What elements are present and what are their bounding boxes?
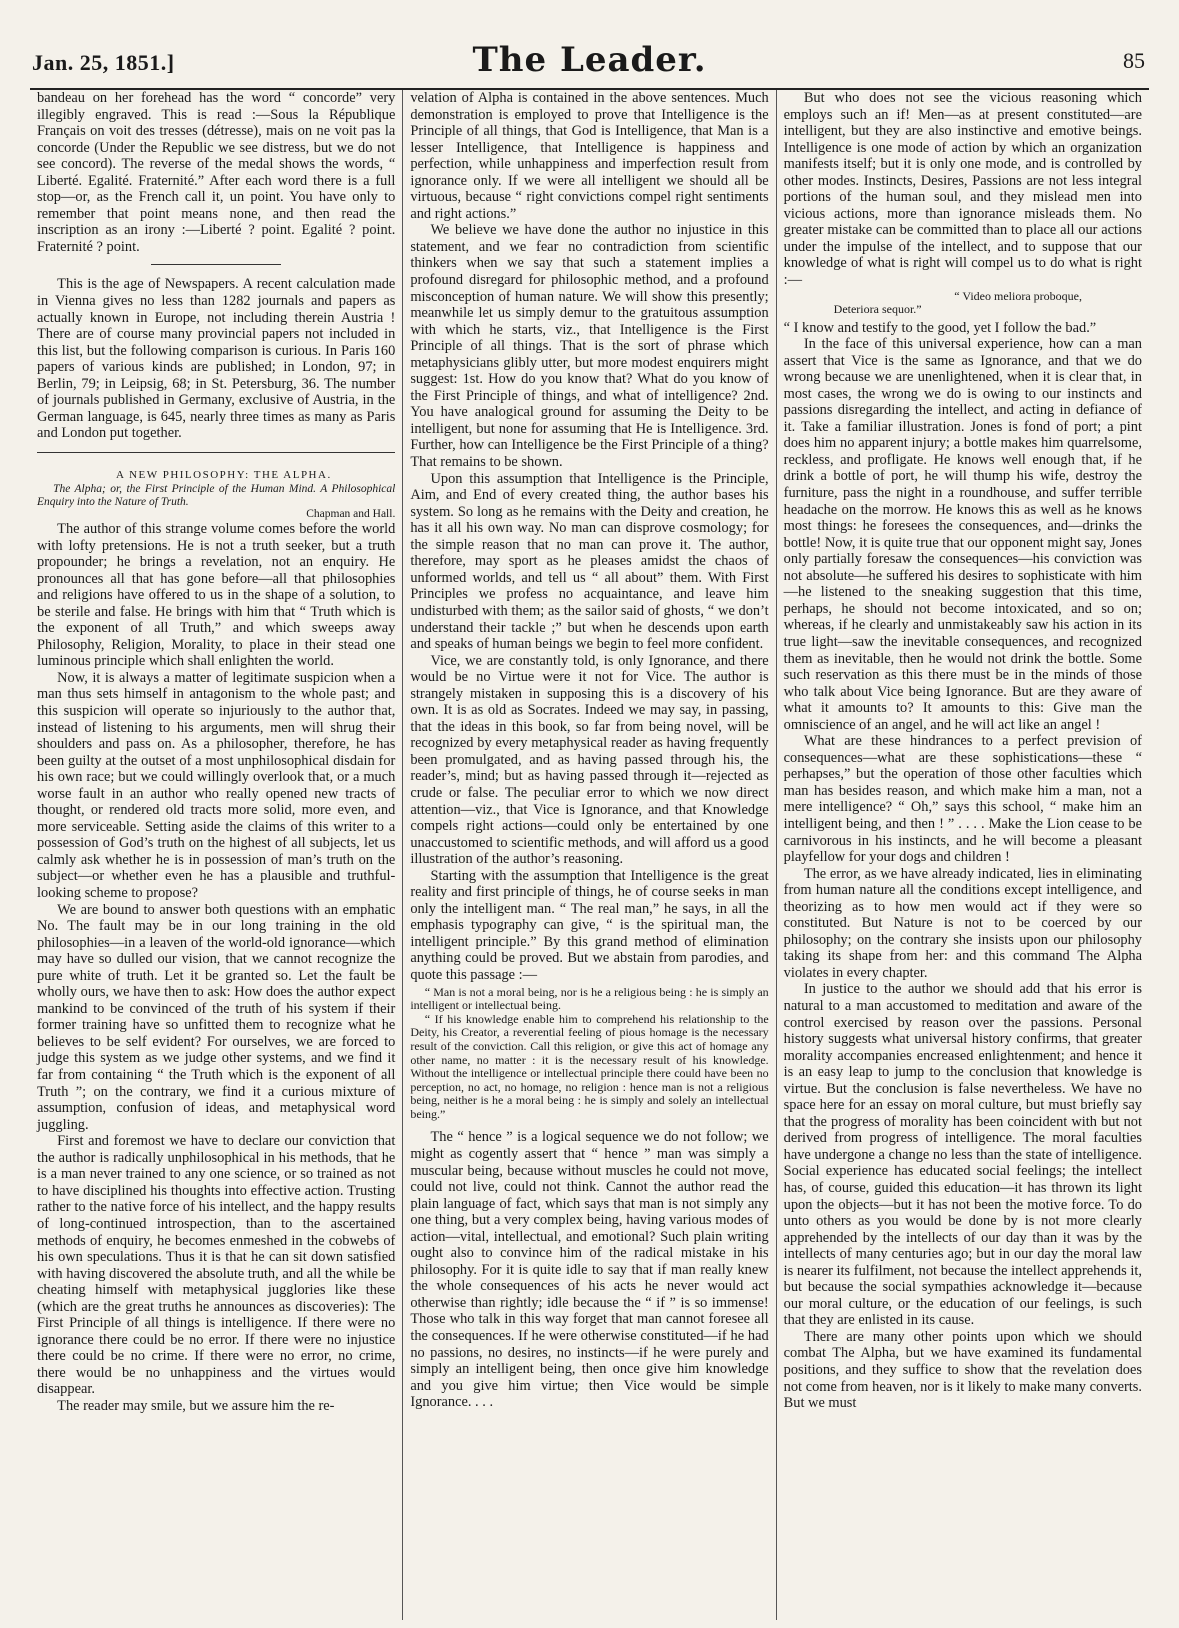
column-1 (30, 90, 402, 1620)
section-heading: A NEW PHILOSOPHY: THE ALPHA. (116, 468, 332, 481)
verse-line: “ Video meliora proboque, (954, 288, 1082, 303)
paragraph: In the face of this universal experience, how can a man assert that Vice is the same as Ignorance, and that we do wrong because we are unenlightened, when it is clear that, in most cases, the wrong we do is owing to our instincts and passions disregarding the intellect, and acting in defiance of it. Take a familiar illustration. Jones is fond of port; a pint does him no apparent injury; a bottle makes him quarrelsome, reckless, and profligate. He knows well enough that, if he drink a bottle of port, he will thump his wife, destroy the furniture, pass the night in a roundhouse, and suffer terrible headache on the morrow. He knows this as well as he knows most things: he foresees the consequences, and—drinks the bottle! Now, it is quite true that our opponent might say, Jones only partially foresaw the consequences—his conviction was not absolute—he suffered his desires to sophisticate with him—he listened to the sneaking suggestion that this time, perhaps, he should not become intoxicated, and so on; whereas, if he clearly and unmistakeably saw his action in its true light—saw the inevitable consequences, and recognized them as inevitable, then he would not drink the bottle. Some such reservation as this there must be in the minds of those who talk about Vice being Ignorance. But are they aware of what it amounts to? It amounts to this: Give man the omniscience of an angel, and he will act like an angel ! (783, 336, 1142, 733)
quote-paragraph: “ Man is not a moral being, nor is he a religious being : he is simply an intelligent or intellectual being. (410, 984, 769, 1013)
page-number: 85 (1123, 48, 1145, 73)
paragraph: Starting with the assumption that Intelligence is the great reality and first principle of things, he of course seeks in man only the intelligent man. “ The real man,” he says, in all the emphasis typography can give, “ is the spiritual man, the intelligent principle.” By this grand method of elimination anything could be proved. But we abstain from parodies, and quote this passage :— (410, 867, 769, 983)
divider (37, 452, 395, 453)
masthead (30, 40, 1149, 90)
article-columns (30, 90, 1149, 1620)
paragraph: First and foremost we have to declare our conviction that the author is radically unphilosophical in his methods, that he is a man never trained to any one science, or so trained as not to have disciplined his thoughts into effective action. Trusting rather to the native force of his intellect, and the happy results of long-continued introspection, than to the ascertained methods of enquiry, he becomes enmeshed in the cobwebs of his own speculations. Thus it is that he can sit down satisfied with having discovered the absolute truth, and all the while be cheating himself with metaphysical jugglories like these (which are the great truths he announces as discoveries): The First Principle of all things is intelligence. If there were no ignorance there could be no error. If there were no injustice there could be no crime. If there were no error, no crime, there would be no unhappiness and the virtues would disappear. (37, 1133, 396, 1398)
newspaper-title: The Leader. (472, 40, 707, 80)
paragraph: In justice to the author we should add that his error is natural to a man accustomed to meditation and aware of the control exercised by reason over the passions. Personal history suggests what universal history confirms, that greater morality accompanies encreased enlightenment; and hence it is an easy leap to jump to the conclusion that knowledge is virtue. But the conclusion is false nevertheless. We have no space here for an essay on moral culture, but must briefly say that the progress of morality has been coincident with but not derived from progress of intelligence. The moral faculties have undergone a change no less than the state of intelligence. Social experience has educated social feelings; the intellect has, of course, guided this education—it has thrown its light upon the objects—but it has not been the motive force. To do unto others as you would be done by is not more clearly apprehended by the intellects of our day than it was by the intellects of many centuries ago; but in our day the moral law is nearer its fulfilment, not because the intellect apprehends it, but because the social sympathies acknowledge it—because our moral culture, or the education of our feelings, is such that they are enlisted in its cause. (783, 981, 1142, 1329)
paragraph: This is the age of Newspapers. A recent calculation made in Vienna gives no less than 1282 journals and papers as actually known in Europe, not including therein Austria ! There are of course many provincial papers not included in this list, but the following comparison is curious. In Paris 160 papers of various kinds are published; in London, 97; in Berlin, 79; in Leipsig, 68; in St. Petersburg, 36. The number of journals published in Germany, exclusive of Austria, in the German language, is 645, nearly three times as many as Paris and London put together. (37, 276, 396, 442)
column-3 (776, 90, 1149, 1620)
paragraph: There are many other points upon which we should combat The Alpha, but we have examined its fundamental positions, and they suffice to show that the revelation does not come from heaven, nor is it likely to make many converts. But we must (783, 1328, 1142, 1412)
paragraph: bandeau on her forehead has the word “ concorde” very illegibly engraved. This is read :—Sous la République Français on voit des tresses (détresse), mais on ne voit pas la concorde (Under the Republic we see distress, but we do not see concord). The reverse of the medal shows the words, “ Liberté. Egalité. Fraternité.” After each word there is a full stop—or, as the French call it, un point. You have only to remember that point means none, and then read the inscription as an irony :—Liberté ? point. Egalité ? point. Fraternité ? point. (37, 90, 396, 255)
paragraph: The author of this strange volume comes before the world with lofty pretensions. He is not a truth seeker, but a truth propounder; he brings a revelation, not an enquiry. He pronounces all that has gone before—all that philosophies and religions have offered to us in the shape of a solution, to be sterile and false. He brings with him that “ Truth which is the exponent of all Truth,” and which sweeps away Philosophy, Religion, Morality, to place in their stead one luminous principle which shall enlighten the world. (37, 520, 396, 670)
paragraph: “ I know and testify to the good, yet I follow the bad.” (783, 319, 1097, 336)
paragraph: We are bound to answer both questions with an emphatic No. The fault may be in our long training in the old philosophies—in a leaven of the world-old ignorance—which may have so dulled our vision, that we cannot recognize the pure white of truth. Let it be granted so. Let the fault be wholly ours, we have then to ask: How does the author expect mankind to be convinced of the truth of his system if their former training have so unfitted them to recognize what he believes to be self evident? For ourselves, we are forced to judge this system as we judge other systems, and we find it far from containing “ the Truth which is the exponent of all Truth ”; on the contrary, we find it a curious mixture of assumption, confusion of ideas, and metaphysical word juggling. (37, 901, 396, 1133)
paragraph: Now, it is always a matter of legitimate suspicion when a man thus sets himself in antagonism to the whole past; and this suspicion will operate so injuriously to the author that, instead of listening to his arguments, men will shrug their shoulders and pass on. As a philosopher, therefore, he has been guilty at the outset of a most unphilosophical disdain for his own race; but we could willingly overlook that, or a much worse fault in an author who really opened new tracts of thought, or rendered old tracts more solid, more even, and more serviceable. Setting aside the claims of this writer to a possession of God’s truth on the highest of all subjects, let us calmly ask whether he is in possession of man’s truth on the subject—or whether even he has a plausible and truthful-looking scheme to propose? (37, 669, 396, 902)
paragraph: The “ hence ” is a logical sequence we do not follow; we might as cogently assert that “ hence ” man was simply a muscular being, because without muscles he could not move, could not live, could not think. Cannot the author read the plain language of fact, which says that man is not simply any one thing, but a very complex being, having various modes of action—vital, intellectual, and emotional? Such plain writing ought also to convince him of the radical mistake in his philosophy. For it is quite idle to say that if man really knew the whole consequences of his acts he never would act otherwise than rightly; idle because the “ if ” is so immense! Those who talk in this way forget that man cannot foresee all the consequences. If he were otherwise constituted—if he had no passions, no desires, no instincts—if he were purely and simply an intelligent being, then once give him knowledge and you give him virtue; then Vice would be simple Ignorance. . . . (410, 1129, 769, 1411)
paragraph: But who does not see the vicious reasoning which employs such an if! Men—as at present constituted—are intelligent, but they are also instinctive and emotive beings. Intelligence is one mode of action by which an organization manifests itself; but it is only one mode, and is controlled by other modes. Instincts, Desires, Passions are not less integral portions of the human soul, and they mislead men into vicious actions, more than ignorance misleads them. No greater mistake can be committed than to place all our actions under the impulse of the intellect, and to suppose that our knowledge of what is right will compel us to do what is right :— (783, 90, 1142, 289)
book-title: The Alpha; or, the First Principle of the Human Mind. A Philosophical Enquiry into the Nature of Truth. (37, 483, 396, 508)
paragraph: The reader may smile, but we assure him the re- (57, 1397, 335, 1414)
paragraph: What are these hindrances to a perfect prevision of consequences—what are these sophistications—these “ perhapses,” but the operation of those other faculties which man has besides reason, and which make him a man, not a mere intelligence? “ Oh,” says this school, “ make him an intelligent being, and then ! ” . . . . Make the Lion cease to be carnivorous in his instincts, and he will become a pleasant playfellow for your dogs and children ! (783, 733, 1142, 866)
divider (151, 264, 281, 265)
paragraph: Upon this assumption that Intelligence is the Principle, Aim, and End of every created thing, the author bases his system. So long as he remains with the Deity and creation, he has it all his own way. No man can disprove cosmology; for the simple reason that no man can prove it. The author, therefore, may sport as he pleases amidst the chaos of unformed worlds, and tell us “ all about” them. With First Principles we profess no acquaintance, and leave him undisturbed with them; as the sailor said of ghosts, “ we don’t understand their tackle ;” but when he descends upon earth and speaks of human beings we begin to feel more confident. (410, 470, 769, 653)
block-quote (410, 986, 768, 1122)
column-2 (402, 90, 775, 1620)
paragraph: Vice, we are constantly told, is only Ignorance, and there would be no Virtue were it not for Vice. The author is strangely mistaken in supposing this is a discovery of his own. It is as old as Socrates. Indeed we may say, in passing, that the ideas in this book, so far from being novel, will be recognized by every metaphysical reader as having frequently been promulgated, and as having passed through his, the reader’s, mind; but as having passed through it—rejected as crude or false. The peculiar error to which we now direct attention—viz., that Vice is Ignorance, and that Knowledge compels right actions—could only be entertained by one unaccustomed to scientific methods, and will afford us a good illustration of the author’s reasoning. (410, 652, 769, 868)
issue-date: Jan. 25, 1851.] (32, 50, 175, 75)
book-citation (37, 483, 395, 521)
verse-line: Deteriora sequor.” (833, 301, 922, 316)
paragraph: velation of Alpha is contained in the above sentences. Much demonstration is employed to prove that Intelligence is the Principle of all things, that God is Intelligence, that Man is a lesser Intelligence, that Intelligence is happiness and perfection, while unhappiness and imperfection result from ignorance only. If we were all intelligent we should all be virtuous, because “ right convictions compel right sentiments and right actions.” (410, 90, 769, 222)
latin-verse (784, 290, 1142, 316)
paragraph: The error, as we have already indicated, lies in eliminating from human nature all the conditions except intelligence, and theorizing as to how men would act if they were so constituted. But Nature is not to be coerced by our philosophy; on the contrary she insists upon our philosophy taking its shape from her: and this command The Alpha violates in every chapter. (783, 865, 1142, 981)
paragraph: We believe we have done the author no injustice in this statement, and we fear no contradiction from scientific thinkers when we say that such a statement implies a profound disregard for philosophic method, and a profound misconception of human nature. We will show this presently; meanwhile let us simply demur to the gratuitous assumption with which he starts, viz., that Intelligence is the First Principle of all things. That is the sort of phrase which metaphysicians glibly utter, but more modest enquirers might suggest: 1st. How do you know that? What do you know of the First Principle of things, and what of intelligence? 2nd. You have analogical ground for assuming the Deity to be intelligent, but none for assuming that He is Intelligence. 3rd. Further, how can Intelligence be the First Principle of a thing? That remains to be shown. (410, 222, 769, 471)
quote-paragraph: “ If his knowledge enable him to comprehend his relationship to the Deity, his Creator, a reverential feeling of pious homage is the necessary result of the conviction. Call this religion, or give this act of homage any other name, no matter : it is the necessary result of his knowledge. Without the intelligence or intellectual principle there could have been no perception, no act, no homage, no religion : hence man is not a religious being, neither is he a moral being : he is simply and solely an intellectual being.” (410, 1011, 769, 1121)
publisher: Chapman and Hall. (306, 508, 396, 521)
